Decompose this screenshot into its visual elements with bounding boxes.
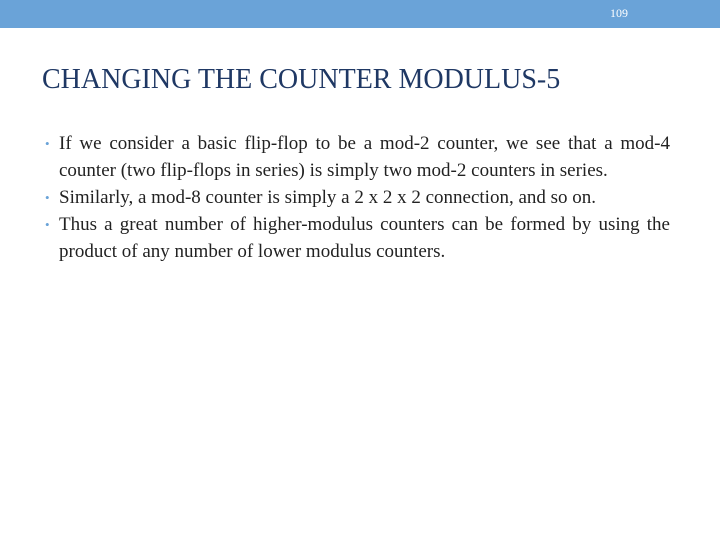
slide-number: 109: [610, 6, 628, 20]
header-bar: [0, 0, 720, 28]
bullet-item: [45, 130, 670, 184]
bullet-dot-icon: •: [45, 136, 50, 151]
bullet-list: [45, 130, 670, 265]
bullet-text: If we consider a basic flip-flop to be a mod-2 counter, we see that a mod-4 counter (two flip-flops in series) is simply two mod-2 counters in series.: [59, 133, 670, 181]
bullet-dot-icon: •: [45, 217, 50, 232]
bullet-text: Similarly, a mod-8 counter is simply a 2 x 2 x 2 connection, and so on.: [59, 187, 597, 208]
bullet-dot-icon: •: [45, 190, 50, 205]
bullet-text: Thus a great number of higher-modulus counters can be formed by using the product of any number of lower modulus counters.: [59, 214, 670, 262]
bullet-item: [45, 211, 670, 265]
slide-title: CHANGING THE COUNTER MODULUS-5: [42, 64, 561, 95]
bullet-item: [45, 184, 670, 211]
